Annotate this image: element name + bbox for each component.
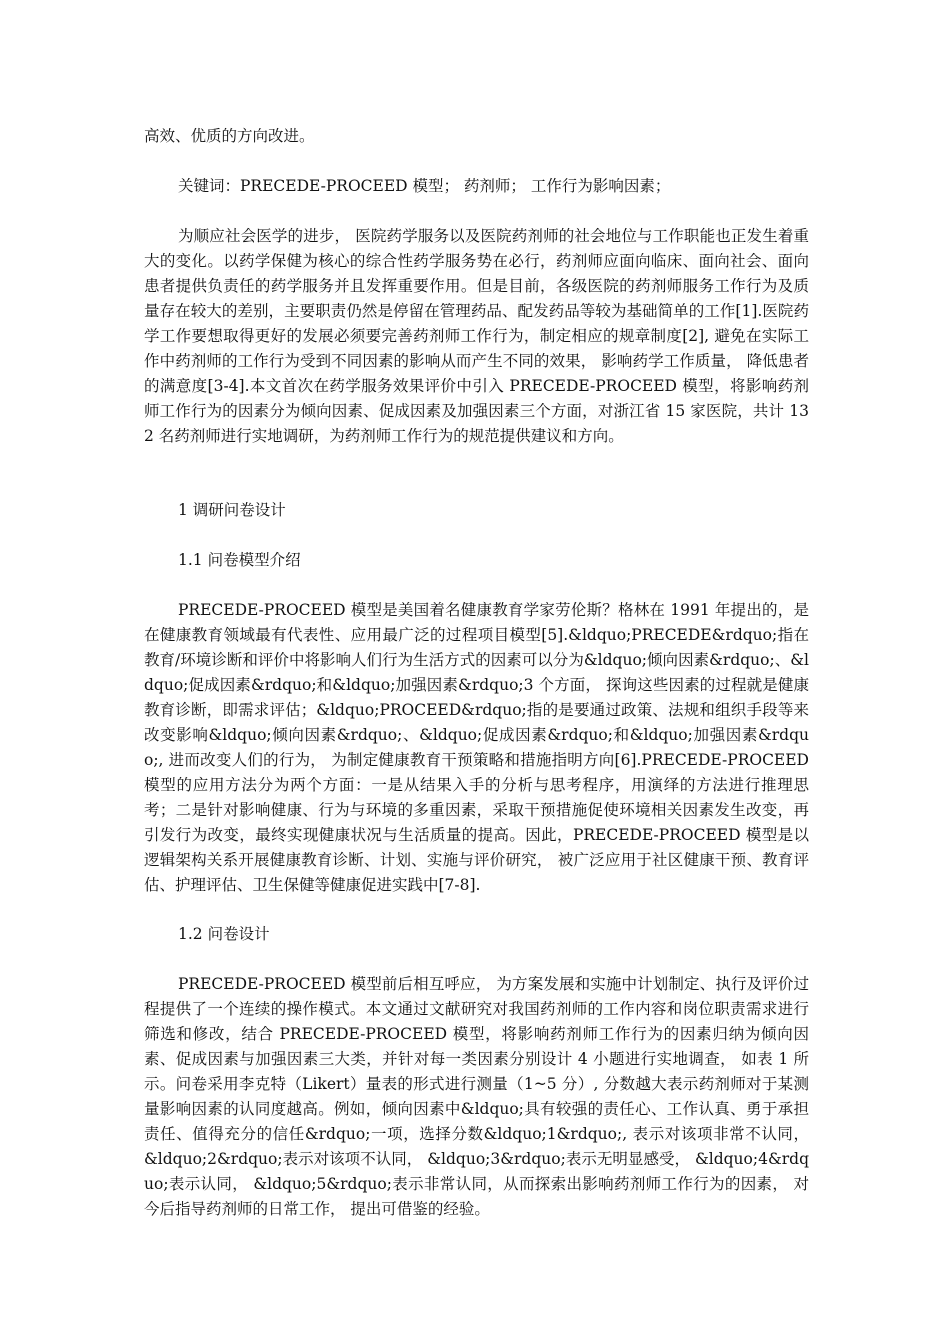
section-heading-1-2: 1.2 问卷设计 [178, 925, 270, 943]
section-heading-1: 1 调研问卷设计 [178, 501, 286, 519]
keywords-line: 关键词：PRECEDE-PROCEED 模型； 药剂师； 工作行为影响因素； [178, 177, 671, 195]
design-paragraph: PRECEDE-PROCEED 模型前后相互呼应， 为方案发展和实施中计划制定、执行及评价过程提供了一个连续的操作模式。本文通过文献研究对我国药剂师的工作内容和岗位职责需求进行筛选和修改，结合 PRECEDE-PROCEED 模型，将影响药剂师工作行为的因素归纳为倾向因素、促成因素与加强因素三大类，并针对每一类因素分别设计 4 小题进行实地调查， 如表 1 所示。问卷采用李克特（Likert）量表的形式进行测量（1~5 分）, 分数越大表示药剂师对于某测量影响因素的认同度越高。例如，倾向因素中&ldquo;具有较强的责任心、工作认真、勇于承担责任、值得充分的信任&rdquo;一项，选择分数&ldquo;1&rdquo;, 表示对该项非常不认同， &ldquo;2&rdquo;表示对该项不认同， &ldquo;3&rdquo;表示无明显感受， &ldquo;4&rdquo;表示认同， &ldquo;5&rdquo;表示非常认同，从而探索出影响药剂师工作行为的因素， 对今后指导药剂师的日常工作， 提出可借鉴的经验。 [144, 975, 809, 1218]
continuation-text: 高效、优质的方向改进。 [144, 127, 315, 145]
intro-paragraph: 为顺应社会医学的进步， 医院药学服务以及医院药剂师的社会地位与工作职能也正发生着重大的变化。以药学保健为核心的综合性药学服务势在必行，药剂师应面向临床、面向社会、面向患者提供负责任的药学服务并且发挥重要作用。但是目前，各级医院的药剂师服务工作行为及质量存在较大的差别，主要职责仍然是停留在管理药品、配发药品等较为基础简单的工作[1].医院药学工作要想取得更好的发展必须要完善药剂师工作行为，制定相应的规章制度[2], 避免在实际工作中药剂师的工作行为受到不同因素的影响从而产生不同的效果， 影响药学工作质量， 降低患者的满意度[3-4].本文首次在药学服务效果评价中引入 PRECEDE-PROCEED 模型，将影响药剂师工作行为的因素分为倾向因素、促成因素及加强因素三个方面，对浙江省 15 家医院，共计 132 名药剂师进行实地调研，为药剂师工作行为的规范提供建议和方向。 [144, 227, 809, 445]
section-heading-1-1: 1.1 问卷模型介绍 [178, 551, 301, 569]
model-paragraph: PRECEDE-PROCEED 模型是美国着名健康教育学家劳伦斯？格林在 1991 年提出的，是在健康教育领域最有代表性、应用最广泛的过程项目模型[5].&ldquo;PRECEDE&rdquo;指在教育/环境诊断和评价中将影响人们行为生活方式的因素可以分为&ldquo;倾向因素&rdquo;、&ldquo;促成因素&rdquo;和&ldquo;加强因素&rdquo;3 个方面， 探询这些因素的过程就是健康教育诊断，即需求评估；&ldquo;PROCEED&rdquo;指的是要通过政策、法规和组织手段等来改变影响&ldquo;倾向因素&rdquo;、&ldquo;促成因素&rdquo;和&ldquo;加强因素&rdquo;, 进而改变人们的行为， 为制定健康教育干预策略和措施指明方向[6].PRECEDE-PROCEED 模型的应用方法分为两个方面：一是从结果入手的分析与思考程序，用演绎的方法进行推理思考；二是针对影响健康、行为与环境的多重因素，采取干预措施促使环境相关因素发生改变，再引发行为改变，最终实现健康状况与生活质量的提高。因此，PRECEDE-PROCEED 模型是以逻辑架构关系开展健康教育诊断、计划、实施与评价研究， 被广泛应用于社区健康干预、教育评估、护理评估、卫生保健等健康促进实践中[7-8]. [144, 601, 809, 894]
